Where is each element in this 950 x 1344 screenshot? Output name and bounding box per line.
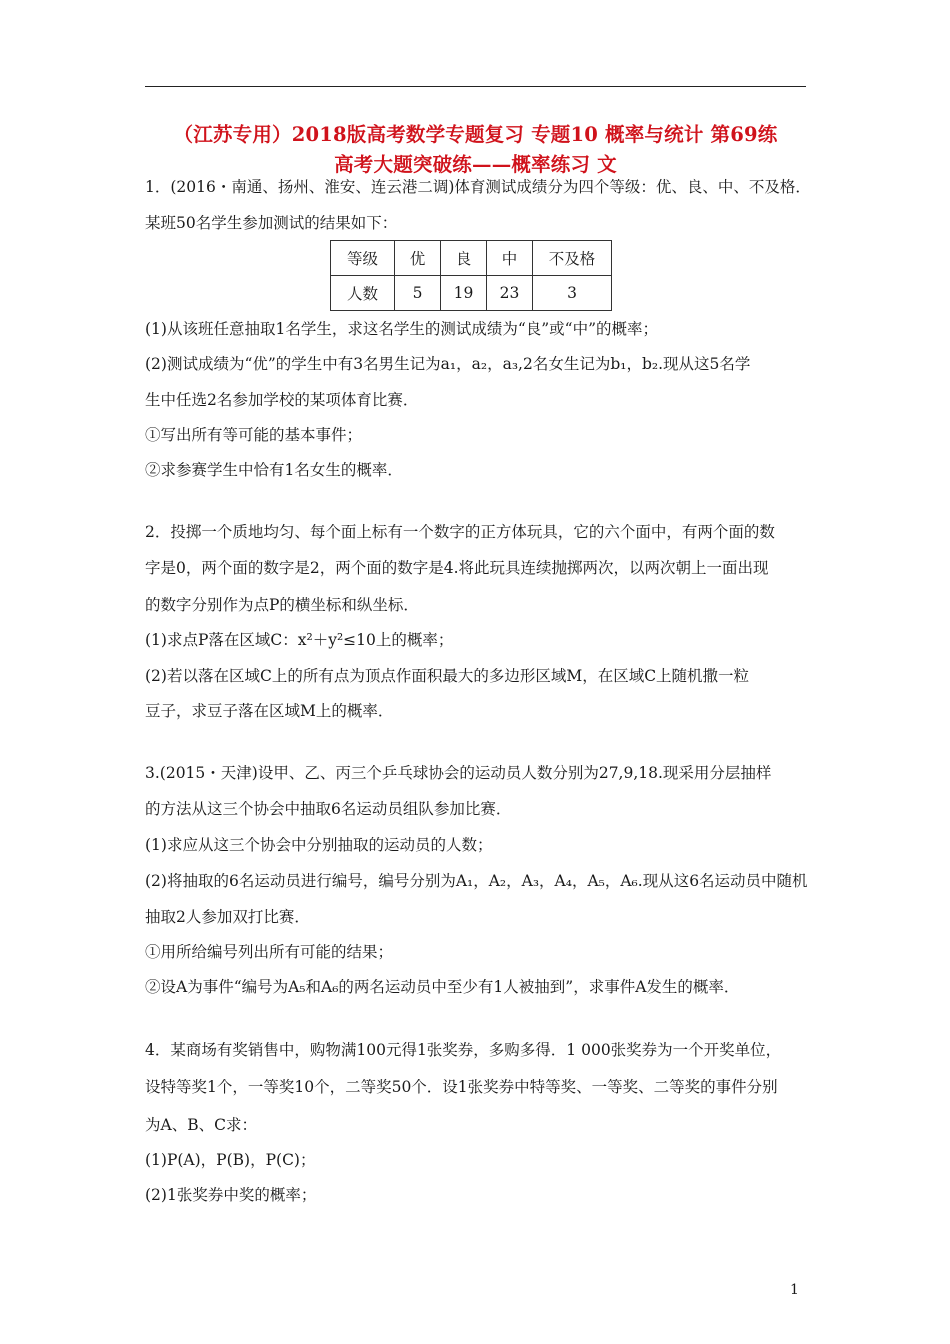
q3-line-5: 抽取2人参加双打比赛． — [145, 908, 310, 926]
q2-line-5: (2)若以落在区域C上的所有点为顶点作面积最大的多边形区域M，在区域C上随机撒一粒 — [145, 667, 750, 685]
q2-line-6: 豆子，求豆子落在区域M上的概率． — [145, 702, 394, 720]
grade-table — [330, 240, 612, 311]
q3-line-1: 3.(2015・天津)设甲、乙、丙三个乒乓球协会的运动员人数分别为27,9,18.现采用分层抽样 — [145, 764, 772, 782]
table-row — [331, 241, 612, 276]
q4-line-3: 为A、B、C求： — [145, 1116, 257, 1134]
q4-line-1: 4．某商场有奖销售中，购物满100元得1张奖券，多购多得．1 000张奖券为一个开奖单位， — [145, 1041, 782, 1059]
table-cell: 23 — [487, 276, 533, 311]
q3-line-2: 的方法从这三个协会中抽取6名运动员组队参加比赛． — [145, 800, 512, 818]
table-cell: 3 — [533, 276, 612, 311]
table-cell: 5 — [395, 276, 441, 311]
q3-line-6: ①用所给编号列出所有可能的结果； — [145, 943, 394, 961]
q1-line-4: (2)测试成绩为“优”的学生中有3名男生记为a₁，a₂，a₃,2名女生记为b₁，b₂.现从这5名学 — [145, 355, 751, 373]
q1-line-5: 生中任选2名参加学校的某项体育比赛． — [145, 391, 419, 409]
table-cell: 不及格 — [533, 241, 612, 276]
q1-line-1: 1．(2016・南通、扬州、淮安、连云港二调)体育测试成绩分为四个等级：优、良、中、不及格． — [145, 178, 811, 196]
q2-line-3: 的数字分别作为点P的横坐标和纵坐标． — [145, 596, 419, 614]
q2-line-2: 字是0，两个面的数字是2，两个面的数字是4.将此玩具连续抛掷两次，以两次朝上一面出现 — [145, 559, 769, 577]
title-line-2: 高考大题突破练——概率练习 文 — [334, 153, 617, 176]
table-cell: 等级 — [331, 241, 395, 276]
title-line-1: （江苏专用）2018版高考数学专题复习 专题10 概率与统计 第69练 — [173, 123, 778, 146]
header-rule — [145, 86, 806, 87]
table-cell: 中 — [487, 241, 533, 276]
q1-line-3: (1)从该班任意抽取1名学生，求这名学生的测试成绩为“良”或“中”的概率； — [145, 320, 659, 338]
q3-line-3: (1)求应从这三个协会中分别抽取的运动员的人数； — [145, 836, 493, 854]
table-cell: 良 — [441, 241, 487, 276]
table-cell: 19 — [441, 276, 487, 311]
q1-line-6: ①写出所有等可能的基本事件； — [145, 426, 363, 444]
q4-line-2: 设特等奖1个，一等奖10个，二等奖50个．设1张奖券中特等奖、一等奖、二等奖的事件分别 — [145, 1078, 778, 1096]
table-cell: 优 — [395, 241, 441, 276]
q1-line-2: 某班50名学生参加测试的结果如下： — [145, 214, 398, 232]
q3-line-7: ②设A为事件“编号为A₅和A₆的两名运动员中至少有1人被抽到”，求事件A发生的概率． — [145, 978, 740, 996]
table-row — [331, 276, 612, 311]
q3-line-4: (2)将抽取的6名运动员进行编号，编号分别为A₁，A₂，A₃，A₄，A₅，A₆.现从这6名运动员中随机 — [145, 872, 808, 890]
q2-line-4: (1)求点P落在区域C：x²＋y²≤10上的概率； — [145, 631, 454, 649]
q2-line-1: 2．投掷一个质地均匀、每个面上标有一个数字的正方体玩具，它的六个面中，有两个面的数 — [145, 523, 775, 541]
document-title — [145, 120, 806, 180]
table-cell: 人数 — [331, 276, 395, 311]
q4-line-4: (1)P(A)，P(B)，P(C)； — [145, 1151, 316, 1169]
page-number: 1 — [790, 1282, 799, 1298]
q4-line-5: (2)1张奖券中奖的概率； — [145, 1186, 317, 1204]
q1-line-7: ②求参赛学生中恰有1名女生的概率． — [145, 461, 403, 479]
